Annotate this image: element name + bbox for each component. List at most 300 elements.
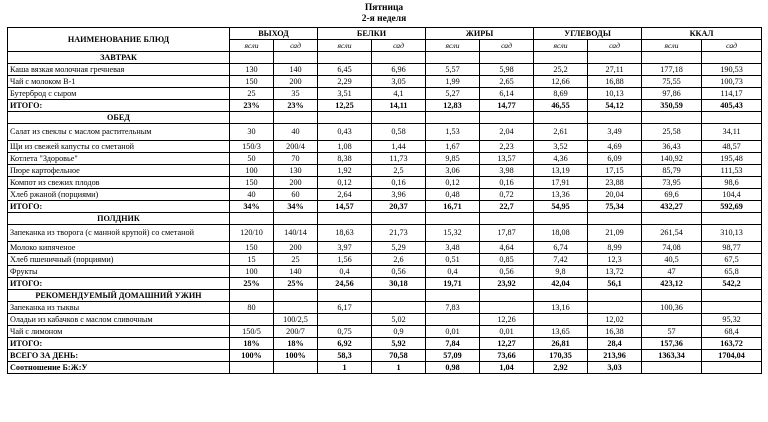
total-row: [8, 201, 762, 213]
value-cell: 7,84: [426, 338, 480, 350]
dish-name: Хлеб пшеничный (порциями): [8, 254, 230, 266]
value-cell: 2,5: [372, 165, 426, 177]
value-cell: 14,57: [318, 201, 372, 213]
empty-cell: [318, 112, 372, 124]
value-cell: 1,04: [480, 362, 534, 374]
value-cell: 54,95: [534, 201, 588, 213]
empty-cell: [426, 290, 480, 302]
value-cell: 0,72: [480, 189, 534, 201]
value-cell: 27,11: [588, 64, 642, 76]
empty-cell: [426, 213, 480, 225]
value-cell: 150: [230, 242, 274, 254]
subheader-kindergarten: сад: [702, 40, 762, 52]
value-cell: 0,56: [372, 266, 426, 278]
value-cell: 7,83: [426, 302, 480, 314]
value-cell: 23,88: [588, 177, 642, 189]
value-cell: 26,81: [534, 338, 588, 350]
empty-cell: [642, 213, 702, 225]
value-cell: 18%: [230, 338, 274, 350]
value-cell: 1,92: [318, 165, 372, 177]
value-cell: 47: [642, 266, 702, 278]
value-cell: 23,92: [480, 278, 534, 290]
value-cell: 1704,04: [702, 350, 762, 362]
value-cell: [702, 362, 762, 374]
subheader-kindergarten: сад: [372, 40, 426, 52]
value-cell: 423,12: [642, 278, 702, 290]
value-cell: 130: [274, 165, 318, 177]
value-cell: 350,59: [642, 100, 702, 112]
empty-cell: [588, 290, 642, 302]
value-cell: 100/2,5: [274, 314, 318, 326]
value-cell: 20,04: [588, 189, 642, 201]
value-cell: 70: [274, 153, 318, 165]
empty-cell: [480, 52, 534, 64]
value-cell: 200: [274, 76, 318, 88]
value-cell: 4,69: [588, 141, 642, 153]
value-cell: 1: [372, 362, 426, 374]
value-cell: 1363,34: [642, 350, 702, 362]
value-cell: 4,36: [534, 153, 588, 165]
value-cell: 3,96: [372, 189, 426, 201]
value-cell: 95,32: [702, 314, 762, 326]
value-cell: 0,75: [318, 326, 372, 338]
empty-cell: [274, 112, 318, 124]
value-cell: 65,8: [702, 266, 762, 278]
value-cell: 2,92: [534, 362, 588, 374]
value-cell: 50: [230, 153, 274, 165]
value-cell: 1,67: [426, 141, 480, 153]
empty-cell: [642, 290, 702, 302]
value-cell: 30,18: [372, 278, 426, 290]
value-cell: 5,29: [372, 242, 426, 254]
total-row: [8, 100, 762, 112]
value-cell: 16,71: [426, 201, 480, 213]
empty-cell: [230, 52, 274, 64]
value-cell: 54,12: [588, 100, 642, 112]
value-cell: 542,2: [702, 278, 762, 290]
dish-name: ИТОГО:: [8, 338, 230, 350]
empty-cell: [274, 52, 318, 64]
value-cell: 25,58: [642, 124, 702, 141]
value-cell: 16,88: [588, 76, 642, 88]
value-cell: 30: [230, 124, 274, 141]
value-cell: 0,98: [426, 362, 480, 374]
empty-cell: [274, 213, 318, 225]
section-title: ОБЕД: [8, 112, 230, 124]
empty-cell: [230, 213, 274, 225]
value-cell: 3,48: [426, 242, 480, 254]
value-cell: 2,65: [480, 76, 534, 88]
table-row: [8, 314, 762, 326]
value-cell: 0,12: [426, 177, 480, 189]
value-cell: 40: [274, 124, 318, 141]
value-cell: 592,69: [702, 201, 762, 213]
value-cell: 12,66: [534, 76, 588, 88]
table-row: [8, 153, 762, 165]
empty-cell: [372, 52, 426, 64]
dish-name-header: НАИМЕНОВАНИЕ БЛЮД: [8, 28, 230, 52]
value-cell: 100: [230, 165, 274, 177]
value-cell: 120/10: [230, 225, 274, 242]
value-cell: 150: [230, 177, 274, 189]
value-cell: 2,04: [480, 124, 534, 141]
value-cell: 405,43: [702, 100, 762, 112]
value-cell: 40,5: [642, 254, 702, 266]
value-cell: 0,4: [318, 266, 372, 278]
value-cell: 14,11: [372, 100, 426, 112]
value-cell: 6,96: [372, 64, 426, 76]
value-cell: 21,73: [372, 225, 426, 242]
value-cell: 6,17: [318, 302, 372, 314]
value-cell: 12,3: [588, 254, 642, 266]
empty-cell: [642, 112, 702, 124]
value-cell: 0,48: [426, 189, 480, 201]
value-cell: 0,16: [480, 177, 534, 189]
empty-cell: [230, 290, 274, 302]
subheader-nursery: ясли: [534, 40, 588, 52]
dish-name: Каша вязкая молочная гречневая: [8, 64, 230, 76]
dish-name: Фрукты: [8, 266, 230, 278]
menu-table: [7, 27, 762, 374]
value-cell: 3,03: [588, 362, 642, 374]
dish-name: ИТОГО:: [8, 201, 230, 213]
value-cell: 3,52: [534, 141, 588, 153]
value-cell: 150/3: [230, 141, 274, 153]
value-cell: 73,66: [480, 350, 534, 362]
value-cell: 7,42: [534, 254, 588, 266]
subheader-nursery: ясли: [426, 40, 480, 52]
value-cell: 56,1: [588, 278, 642, 290]
value-cell: 1,99: [426, 76, 480, 88]
header-row: [8, 28, 762, 40]
value-cell: 130: [230, 64, 274, 76]
empty-cell: [426, 52, 480, 64]
value-cell: 2,64: [318, 189, 372, 201]
table-row: [8, 141, 762, 153]
empty-cell: [534, 290, 588, 302]
value-cell: 25%: [274, 278, 318, 290]
value-cell: 310,13: [702, 225, 762, 242]
section-header-row: [8, 290, 762, 302]
value-cell: 150/5: [230, 326, 274, 338]
value-cell: 195,48: [702, 153, 762, 165]
value-cell: 19,71: [426, 278, 480, 290]
value-cell: 17,91: [534, 177, 588, 189]
value-cell: 10,13: [588, 88, 642, 100]
table-row: [8, 124, 762, 141]
value-cell: 2,29: [318, 76, 372, 88]
empty-cell: [318, 213, 372, 225]
value-cell: [426, 314, 480, 326]
empty-cell: [372, 213, 426, 225]
section-title: ЗАВТРАК: [8, 52, 230, 64]
value-cell: 60: [274, 189, 318, 201]
value-cell: 157,36: [642, 338, 702, 350]
dish-name: Хлеб ржаной (порциями): [8, 189, 230, 201]
value-cell: 12,83: [426, 100, 480, 112]
value-cell: 48,57: [702, 141, 762, 153]
dish-name: Компот из свежих плодов: [8, 177, 230, 189]
value-cell: 114,17: [702, 88, 762, 100]
group-header: УГЛЕВОДЫ: [534, 28, 642, 40]
value-cell: 42,04: [534, 278, 588, 290]
value-cell: 8,38: [318, 153, 372, 165]
value-cell: 70,58: [372, 350, 426, 362]
value-cell: 4,1: [372, 88, 426, 100]
empty-cell: [588, 213, 642, 225]
subheader-kindergarten: сад: [480, 40, 534, 52]
dish-name: Оладьи из кабачков с маслом сливочным: [8, 314, 230, 326]
table-row: [8, 326, 762, 338]
value-cell: 34%: [230, 201, 274, 213]
empty-cell: [534, 213, 588, 225]
value-cell: 58,3: [318, 350, 372, 362]
value-cell: 18,63: [318, 225, 372, 242]
value-cell: 3,05: [372, 76, 426, 88]
empty-cell: [480, 213, 534, 225]
value-cell: 140/14: [274, 225, 318, 242]
value-cell: [588, 302, 642, 314]
value-cell: 100,36: [642, 302, 702, 314]
total-row: [8, 278, 762, 290]
value-cell: 0,43: [318, 124, 372, 141]
value-cell: 25: [274, 254, 318, 266]
value-cell: 163,72: [702, 338, 762, 350]
total-row: [8, 338, 762, 350]
value-cell: 0,56: [480, 266, 534, 278]
value-cell: 200: [274, 242, 318, 254]
value-cell: 200: [274, 177, 318, 189]
table-row: [8, 242, 762, 254]
value-cell: 25%: [230, 278, 274, 290]
value-cell: 5,27: [426, 88, 480, 100]
dish-name: ИТОГО:: [8, 100, 230, 112]
value-cell: 111,53: [702, 165, 762, 177]
dish-name: Чай с лимоном: [8, 326, 230, 338]
value-cell: 177,18: [642, 64, 702, 76]
day-title: Пятница: [364, 3, 404, 13]
value-cell: 12,26: [480, 314, 534, 326]
empty-cell: [534, 52, 588, 64]
table-row: [8, 302, 762, 314]
value-cell: 6,92: [318, 338, 372, 350]
table-row: [8, 254, 762, 266]
value-cell: 3,97: [318, 242, 372, 254]
value-cell: [642, 314, 702, 326]
value-cell: 0,16: [372, 177, 426, 189]
value-cell: 13,72: [588, 266, 642, 278]
empty-cell: [702, 213, 762, 225]
value-cell: 9,85: [426, 153, 480, 165]
value-cell: 14,77: [480, 100, 534, 112]
section-header-row: [8, 213, 762, 225]
value-cell: [480, 302, 534, 314]
dish-name: ВСЕГО ЗА ДЕНЬ:: [8, 350, 230, 362]
dish-name: Чай с молоком В-1: [8, 76, 230, 88]
value-cell: 150: [230, 76, 274, 88]
value-cell: 57,09: [426, 350, 480, 362]
subheader-nursery: ясли: [642, 40, 702, 52]
value-cell: 28,4: [588, 338, 642, 350]
empty-cell: [642, 52, 702, 64]
value-cell: 35: [274, 88, 318, 100]
dish-name: Запеканка из тыквы: [8, 302, 230, 314]
value-cell: [702, 302, 762, 314]
dish-name: Салат из свеклы с маслом растительным: [8, 124, 230, 141]
value-cell: 80: [230, 302, 274, 314]
value-cell: 100: [230, 266, 274, 278]
value-cell: 5,98: [480, 64, 534, 76]
value-cell: 213,96: [588, 350, 642, 362]
table-row: [8, 177, 762, 189]
value-cell: [230, 314, 274, 326]
value-cell: 12,02: [588, 314, 642, 326]
value-cell: 0,01: [480, 326, 534, 338]
value-cell: 21,09: [588, 225, 642, 242]
value-cell: 73,95: [642, 177, 702, 189]
value-cell: 5,57: [426, 64, 480, 76]
subheader-kindergarten: сад: [274, 40, 318, 52]
value-cell: 6,09: [588, 153, 642, 165]
value-cell: 17,87: [480, 225, 534, 242]
value-cell: 25,2: [534, 64, 588, 76]
value-cell: 12,27: [480, 338, 534, 350]
value-cell: 6,45: [318, 64, 372, 76]
section-header-row: [8, 52, 762, 64]
dish-name: Щи из свежей капусты со сметаной: [8, 141, 230, 153]
menu-body: [8, 52, 762, 374]
value-cell: 2,6: [372, 254, 426, 266]
value-cell: 5,02: [372, 314, 426, 326]
week-title: 2-я неделя: [361, 14, 407, 24]
value-cell: 13,19: [534, 165, 588, 177]
group-header: БЕЛКИ: [318, 28, 426, 40]
value-cell: 1,56: [318, 254, 372, 266]
value-cell: 15,32: [426, 225, 480, 242]
value-cell: 6,74: [534, 242, 588, 254]
value-cell: 190,53: [702, 64, 762, 76]
value-cell: 25: [230, 88, 274, 100]
value-cell: 74,08: [642, 242, 702, 254]
value-cell: 22,7: [480, 201, 534, 213]
value-cell: [274, 362, 318, 374]
value-cell: 0,51: [426, 254, 480, 266]
value-cell: 75,34: [588, 201, 642, 213]
subheader-kindergarten: сад: [588, 40, 642, 52]
empty-cell: [318, 290, 372, 302]
value-cell: 432,27: [642, 201, 702, 213]
value-cell: 140: [274, 266, 318, 278]
dish-name: Запеканка из творога (с манной крупой) со сметаной: [8, 225, 230, 242]
value-cell: 23%: [274, 100, 318, 112]
value-cell: [318, 314, 372, 326]
value-cell: [534, 314, 588, 326]
value-cell: [230, 362, 274, 374]
value-cell: 85,79: [642, 165, 702, 177]
table-row: [8, 225, 762, 242]
value-cell: 100%: [230, 350, 274, 362]
value-cell: 1,44: [372, 141, 426, 153]
value-cell: 1,53: [426, 124, 480, 141]
value-cell: 200/7: [274, 326, 318, 338]
empty-cell: [274, 290, 318, 302]
value-cell: 3,06: [426, 165, 480, 177]
value-cell: 0,9: [372, 326, 426, 338]
empty-cell: [588, 52, 642, 64]
empty-cell: [702, 112, 762, 124]
empty-cell: [534, 112, 588, 124]
value-cell: 12,25: [318, 100, 372, 112]
subheader-nursery: ясли: [230, 40, 274, 52]
value-cell: 4,64: [480, 242, 534, 254]
value-cell: 68,4: [702, 326, 762, 338]
value-cell: 9,8: [534, 266, 588, 278]
value-cell: 140: [274, 64, 318, 76]
ratio-row: [8, 362, 762, 374]
value-cell: 15: [230, 254, 274, 266]
empty-cell: [588, 112, 642, 124]
table-row: [8, 76, 762, 88]
table-row: [8, 189, 762, 201]
value-cell: 0,12: [318, 177, 372, 189]
value-cell: 170,35: [534, 350, 588, 362]
group-header: ЖИРЫ: [426, 28, 534, 40]
section-title: ПОЛДНИК: [8, 213, 230, 225]
value-cell: 13,16: [534, 302, 588, 314]
dish-name: Пюре картофельное: [8, 165, 230, 177]
value-cell: 2,61: [534, 124, 588, 141]
subheader-nursery: ясли: [318, 40, 372, 52]
value-cell: 18%: [274, 338, 318, 350]
value-cell: 11,73: [372, 153, 426, 165]
empty-cell: [372, 112, 426, 124]
section-title: РЕКОМЕНДУЕМЫЙ ДОМАШНИЙ УЖИН: [8, 290, 230, 302]
value-cell: 0,85: [480, 254, 534, 266]
value-cell: 1,08: [318, 141, 372, 153]
value-cell: 23%: [230, 100, 274, 112]
value-cell: 200/4: [274, 141, 318, 153]
value-cell: 46,55: [534, 100, 588, 112]
dish-name: Бутерброд с сыром: [8, 88, 230, 100]
value-cell: 17,15: [588, 165, 642, 177]
value-cell: [372, 302, 426, 314]
value-cell: [274, 302, 318, 314]
table-row: [8, 266, 762, 278]
empty-cell: [318, 52, 372, 64]
value-cell: 3,98: [480, 165, 534, 177]
value-cell: 2,23: [480, 141, 534, 153]
value-cell: 40: [230, 189, 274, 201]
table-row: [8, 64, 762, 76]
dish-name: Молоко кипяченое: [8, 242, 230, 254]
section-header-row: [8, 112, 762, 124]
value-cell: 3,49: [588, 124, 642, 141]
empty-cell: [426, 112, 480, 124]
group-header: ВЫХОД: [230, 28, 318, 40]
value-cell: 13,57: [480, 153, 534, 165]
empty-cell: [702, 52, 762, 64]
empty-cell: [372, 290, 426, 302]
value-cell: 34%: [274, 201, 318, 213]
value-cell: 100,73: [702, 76, 762, 88]
empty-cell: [230, 112, 274, 124]
value-cell: 36,43: [642, 141, 702, 153]
value-cell: 8,69: [534, 88, 588, 100]
value-cell: 20,37: [372, 201, 426, 213]
table-row: [8, 88, 762, 100]
value-cell: 97,86: [642, 88, 702, 100]
value-cell: 67,5: [702, 254, 762, 266]
